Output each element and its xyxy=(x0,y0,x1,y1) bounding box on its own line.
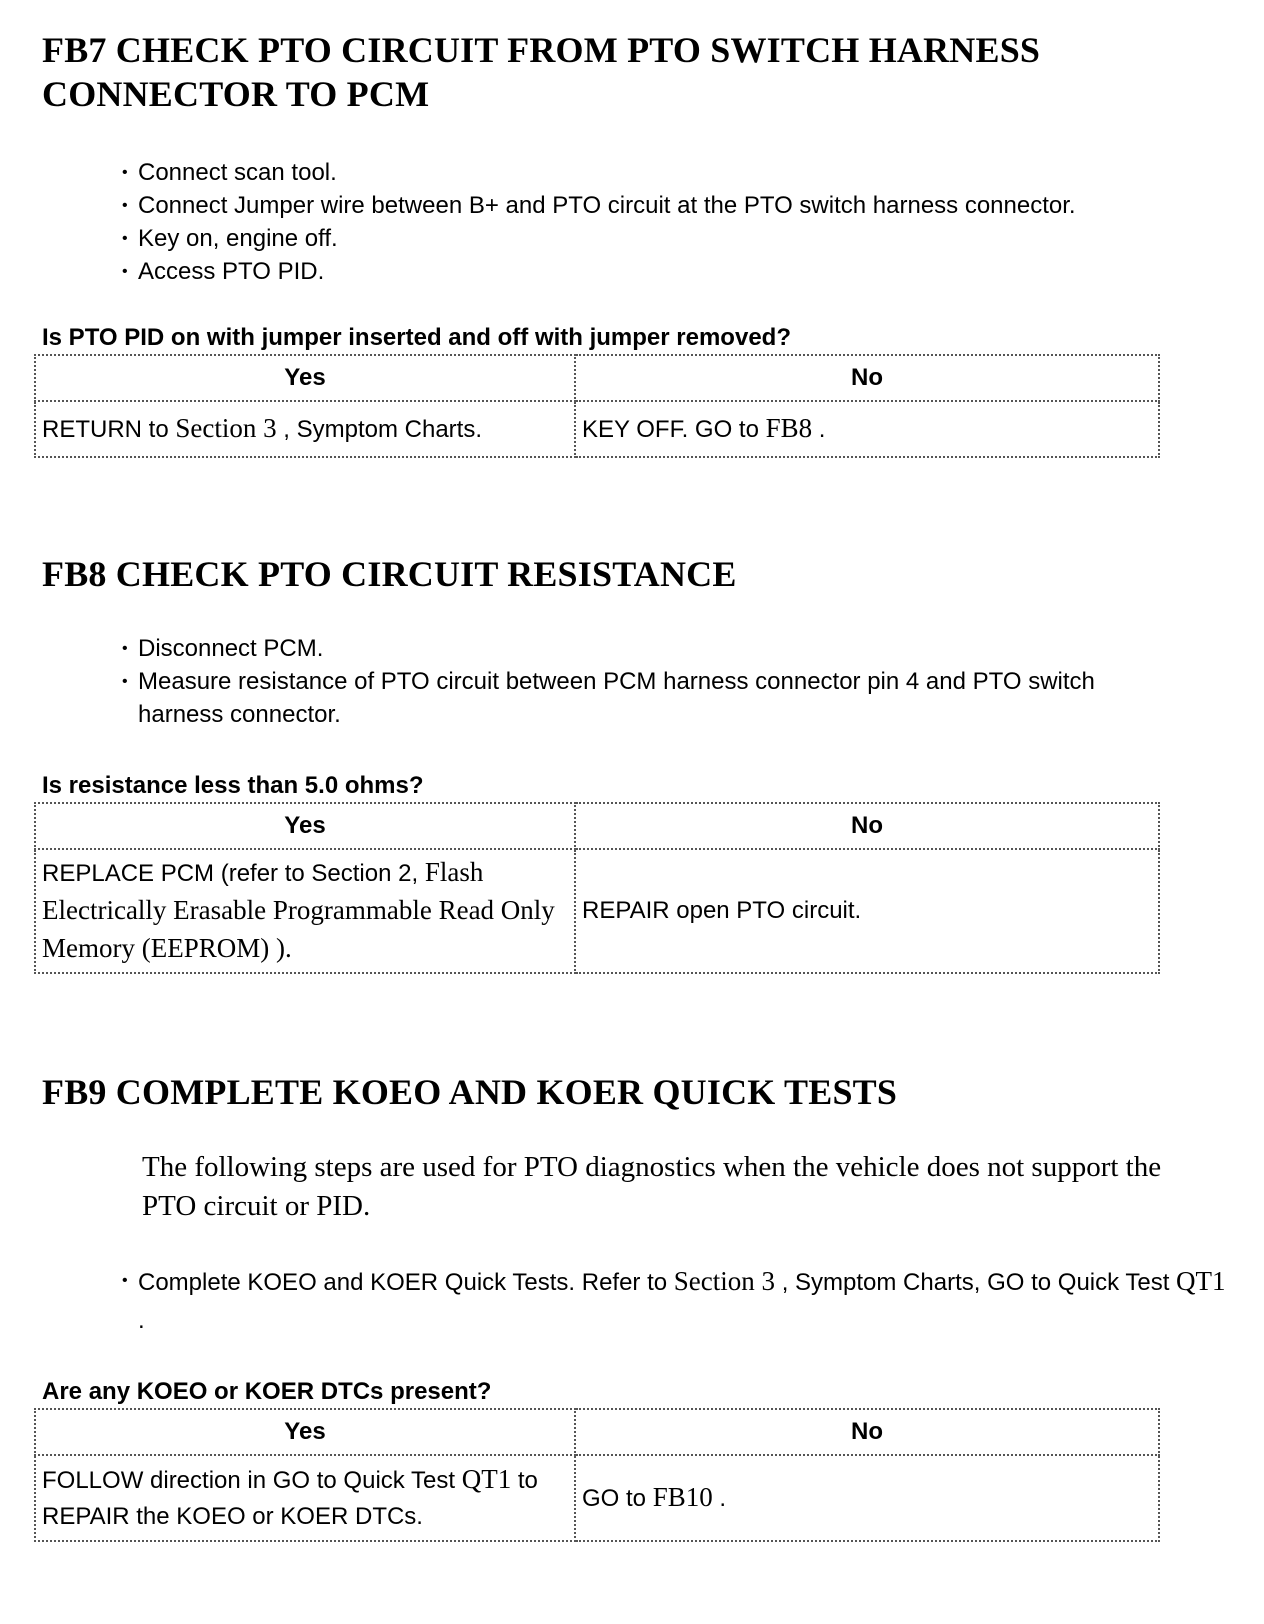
link-qt1[interactable]: QT1 xyxy=(1176,1266,1226,1296)
fb7-no-cell: KEY OFF. GO to FB8 . xyxy=(575,401,1159,457)
fb9-steps xyxy=(122,1262,1232,1340)
bullet-icon: • xyxy=(122,230,128,247)
fb9-yes-cell: FOLLOW direction in GO to Quick Test QT1 to REPAIR the KOEO or KOER DTCs. xyxy=(35,1455,575,1541)
fb9-no-cell: GO to FB10 . xyxy=(575,1455,1159,1541)
no-header: No xyxy=(575,803,1159,849)
fb9-step: • Complete KOEO and KOER Quick Tests. Refer to Section 3 , Symptom Charts, GO to Quick Test QT1 . xyxy=(122,1262,1232,1340)
fb9-question: Are any KOEO or KOER DTCs present? xyxy=(42,1378,492,1405)
link-fb8[interactable]: FB8 xyxy=(765,413,813,443)
fb7-step: • Connect Jumper wire between B+ and PTO circuit at the PTO switch harness connector. xyxy=(122,189,1232,222)
yes-header: Yes xyxy=(35,803,575,849)
fb7-title-line2: CONNECTOR TO PCM xyxy=(42,74,430,114)
fb7-step: • Access PTO PID. xyxy=(122,255,1232,288)
fb8-answer-table xyxy=(34,802,1160,974)
link-flash-eeprom[interactable]: Flash Electrically Erasable Programmable Read Only Memory (EEPROM) xyxy=(42,857,555,963)
bullet-icon: • xyxy=(122,1272,128,1289)
bullet-icon: • xyxy=(122,640,128,657)
bullet-icon: • xyxy=(122,263,128,280)
section-fb9 xyxy=(42,1070,1226,1530)
fb7-title xyxy=(42,28,1222,116)
bullet-icon: • xyxy=(122,197,128,214)
no-header: No xyxy=(575,355,1159,401)
yes-header: Yes xyxy=(35,1409,575,1455)
no-header: No xyxy=(575,1409,1159,1455)
fb7-title-line1: FB7 CHECK PTO CIRCUIT FROM PTO SWITCH HARNESS xyxy=(42,30,1041,70)
link-section-3[interactable]: Section 3 xyxy=(175,413,277,443)
fb8-yes-cell: REPLACE PCM (refer to Section 2, Flash Electrically Erasable Programmable Read Only Memory (EEPROM) ). xyxy=(35,849,575,973)
link-qt1[interactable]: QT1 xyxy=(461,1464,512,1494)
fb7-step: • Connect scan tool. xyxy=(122,156,1232,189)
fb9-title: FB9 COMPLETE KOEO AND KOER QUICK TESTS xyxy=(42,1072,898,1112)
fb8-step: • Measure resistance of PTO circuit between PCM harness connector pin 4 and PTO switch harness connector. xyxy=(122,665,1158,731)
fb7-question: Is PTO PID on with jumper inserted and off with jumper removed? xyxy=(42,324,791,351)
link-fb10[interactable]: FB10 xyxy=(652,1482,713,1512)
fb7-step: • Key on, engine off. xyxy=(122,222,1232,255)
fb7-steps xyxy=(122,156,1232,288)
link-section-3[interactable]: Section 3 xyxy=(673,1266,776,1296)
fb9-answer-table xyxy=(34,1408,1160,1542)
fb8-step: • Disconnect PCM. xyxy=(122,632,1232,665)
fb8-no-cell: REPAIR open PTO circuit. xyxy=(575,849,1159,973)
fb7-answer-table xyxy=(34,354,1160,458)
bullet-icon: • xyxy=(122,164,128,181)
fb8-question: Is resistance less than 5.0 ohms? xyxy=(42,772,424,799)
section-fb7 xyxy=(42,28,1222,443)
fb7-yes-cell: RETURN to Section 3 , Symptom Charts. xyxy=(35,401,575,457)
fb9-intro: The following steps are used for PTO diagnostics when the vehicle does not support the PTO circuit or PID. xyxy=(142,1151,1162,1222)
yes-header: Yes xyxy=(35,355,575,401)
bullet-icon: • xyxy=(122,673,128,690)
fb8-title: FB8 CHECK PTO CIRCUIT RESISTANCE xyxy=(42,554,737,594)
section-fb8 xyxy=(42,552,1222,963)
fb8-steps xyxy=(122,632,1232,731)
